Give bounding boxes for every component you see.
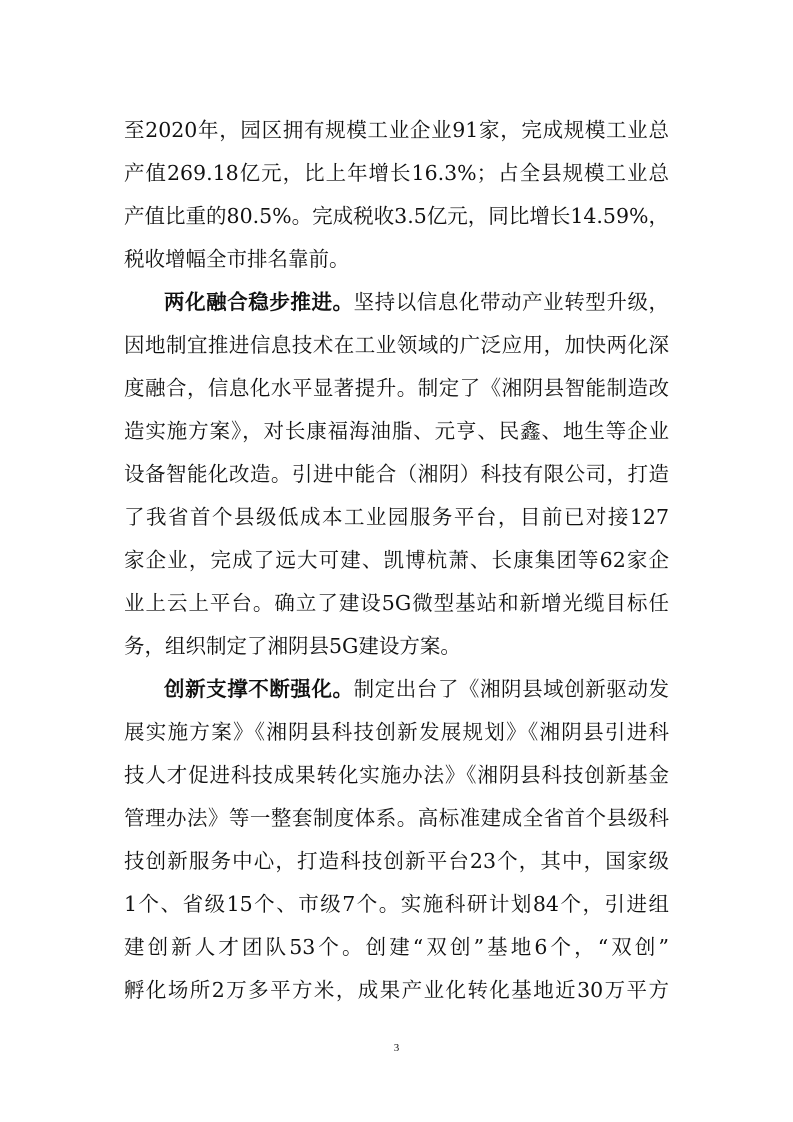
text-line: 1个、省级15个、市级7个。实施科研计划84个，引进组 xyxy=(124,892,669,916)
text-line: 业上云上平台。确立了建设5G微型基站和新增光缆目标任 xyxy=(124,591,669,615)
text-line: 税收增幅全市排名靠前。 xyxy=(124,247,350,271)
paragraph-heading: 两化融合稳步推进。 xyxy=(164,290,354,314)
text-line: 造实施方案》，对长康福海油脂、元亨、民鑫、地生等企业 xyxy=(124,419,669,443)
paragraph-heading: 创新支撑不断强化。 xyxy=(164,677,354,701)
paragraph-first-line xyxy=(164,292,669,313)
text-line: 展实施方案》《湘阴县科技创新发展规划》《湘阴县引进科 xyxy=(124,720,669,744)
page-number: 3 xyxy=(393,1042,400,1054)
text-line: 产值比重的80.5%。完成税收3.5亿元，同比增长14.59%， xyxy=(124,204,669,228)
text-line: 了我省首个县级低成本工业园服务平台，目前已对接127 xyxy=(124,505,669,529)
text-line: 至2020年，园区拥有规模工业企业91家，完成规模工业总 xyxy=(124,118,669,142)
text-line: 建创新人才团队53个。创建“双创”基地6个，“双创” xyxy=(124,935,669,959)
text-line: 因地制宜推进信息技术在工业领域的广泛应用，加快两化深 xyxy=(124,333,669,357)
paragraph-first-line xyxy=(164,679,669,700)
text-line: 度融合，信息化水平显著提升。制定了《湘阴县智能制造改 xyxy=(124,376,669,400)
text-span: 坚持以信息化带动产业转型升级， xyxy=(353,290,670,314)
text-line: 设备智能化改造。引进中能合（湘阴）科技有限公司，打造 xyxy=(124,462,669,486)
text-line: 技人才促进科技成果转化实施办法》《湘阴县科技创新基金 xyxy=(124,763,669,787)
text-line: 务，组织制定了湘阴县5G建设方案。 xyxy=(124,634,461,658)
text-line: 孵化场所2万多平方米，成果产业化转化基地近30万平方 xyxy=(124,978,669,1002)
text-line: 技创新服务中心，打造科技创新平台23个，其中，国家级 xyxy=(124,849,669,873)
text-line: 家企业，完成了远大可建、凯博杭萧、长康集团等62家企 xyxy=(124,548,669,572)
text-line: 产值269.18亿元，比上年增长16.3%；占全县规模工业总 xyxy=(124,161,669,185)
text-line: 管理办法》等一整套制度体系。高标准建成全省首个县级科 xyxy=(124,806,669,830)
text-span: 制定出台了《湘阴县域创新驱动发 xyxy=(353,677,670,701)
